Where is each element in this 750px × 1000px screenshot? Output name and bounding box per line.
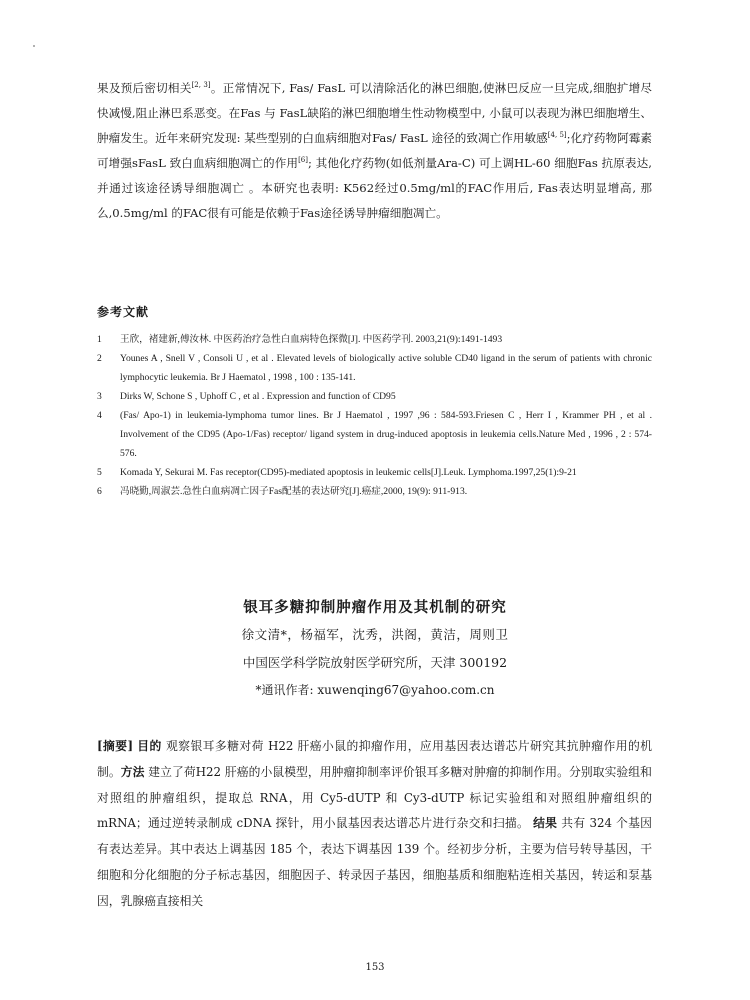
references-heading: 参考文献	[97, 305, 150, 319]
reference-text: 王欣，褚建新,傅汝林. 中医药治疗急性白血病特色探微[J]. 中医药学刊. 2003,21(9):1491-1493	[120, 334, 503, 345]
citation-2-3: [2, 3]	[191, 81, 211, 90]
citation-4-5: [4, 5]	[547, 131, 567, 140]
objective-text: 观察银耳多糖对荷 H22 肝癌小鼠的抑瘤作用，应用基因表达谱芯片研究其抗肿瘤作用的机制。	[97, 739, 653, 779]
continuation-paragraph	[97, 76, 652, 226]
reference-text: Komada Y, Sekurai M. Fas receptor(CD95)-mediated apoptosis in leukemic cells[J].Leuk. Lymphoma.1997,25(1):9-21	[120, 467, 577, 478]
continuation-text-2: 。正常情况下, Fas/ FasL 可以清除活化的淋巴细胞,使淋巴反应一旦完成,细胞扩增尽快减慢,阻止淋巴系恶变。在Fas 与 FasL缺陷的淋巴细胞增生性动物模型中, 小鼠可以表现为淋巴细胞增生、肿瘤发生。近年来研究发现: 某些型别的白血病细胞对Fas/ FasL 途径的致凋亡作用敏感	[97, 81, 652, 145]
method-text: 建立了荷H22 肝癌的小鼠模型，用肿瘤抑制率评价银耳多糖对肿瘤的抑制作用。分别取实验组和对照组的肿瘤组织，提取总 RNA，用 Cy5-dUTP 和 Cy3-dUTP 标记实验组和对照组肿瘤组织的 mRNA；通过逆转录制成 cDNA 探针，用小鼠基因表达谱芯片进行杂交和扫描。	[97, 764, 652, 831]
reference-item	[97, 406, 652, 463]
continuation-text-4: ; 其他化疗药物(如低剂量Ara-C) 可上调HL-60 细胞Fas 抗原表达,并通过该途径诱导细胞凋亡 。本研究也表明: K562经过0.5mg/ml的FAC作用后, Fas表达明显增高, 那么,0.5mg/ml 的FAC很有可能是依赖于Fas途径诱导肿瘤细胞凋亡。	[97, 156, 652, 220]
author-list: 徐文清*，杨福军，沈秀，洪阁，黄洁，周则卫	[241, 627, 509, 642]
reference-item	[97, 349, 652, 387]
reference-text: 冯晓勤,周淑芸.急性白血病凋亡因子Fas配基的表达研究[J].癌症,2000, 19(9): 911-913.	[120, 486, 468, 497]
continuation-text-1: 果及预后密切相关	[97, 81, 192, 95]
reference-text: Younes A , Snell V , Consoli U , et al . Elevated levels of biologically active soluble CD40 ligand in the serum of patients with chronic lymphocytic leukemia. Br J Haematol , 1998 , 100 : 135-141.	[120, 353, 652, 383]
reference-text: Dirks W, Schone S , Uphoff C , et al . Expression and function of CD95	[120, 391, 396, 402]
reference-number: 6	[97, 486, 102, 497]
objective-label: 目的	[137, 739, 162, 753]
abstract-paragraph	[97, 734, 652, 915]
reference-text: (Fas/ Apo-1) in leukemia-lymphoma tumor lines. Br J Haematol , 1997 ,96 : 584-593.Friesen C , Herr I , Krammer PH , et al . Involvement of the CD95 (Apo-1/Fas) receptor/ ligand system in drug-induced apoptosis in leukemia cells.Nature Med , 1996 , 2 : 574-576.	[120, 410, 652, 459]
result-text: 共有 324 个基因有表达差异。其中表达上调基因 185 个，表达下调基因 139 个。经初步分析，主要为信号转导基因，干细胞和分化细胞的分子标志基因，细胞因子、转录因子基因，细胞基质和细胞粘连相关基因，转运和泵基因，乳腺癌直接相关	[97, 816, 652, 908]
result-label: 结果	[533, 816, 558, 831]
page-number: 153	[365, 962, 385, 973]
reference-list	[97, 330, 652, 501]
reference-item	[97, 463, 652, 482]
reference-item	[97, 330, 652, 349]
continuation-text-3: ;化疗药物阿霉素可增强sFasL 致白血病细胞凋亡的作用	[97, 131, 652, 170]
citation-6: [6]	[298, 156, 308, 165]
corresponding-author: *通讯作者: xuwenqing67@yahoo.com.cn	[255, 683, 495, 697]
reference-item	[97, 482, 652, 501]
scan-speck	[33, 45, 35, 47]
abstract-label: [摘要]	[97, 739, 134, 753]
reference-item	[97, 387, 652, 406]
author-affiliation: 中国医学科学院放射医学研究所，天津 300192	[242, 655, 508, 670]
method-label: 方法	[120, 764, 145, 779]
reference-number: 3	[97, 391, 102, 402]
reference-number: 5	[97, 467, 102, 478]
reference-number: 4	[97, 410, 102, 421]
reference-number: 1	[97, 334, 102, 345]
article-title: 银耳多糖抑制肿瘤作用及其机制的研究	[243, 599, 507, 616]
reference-number: 2	[97, 353, 102, 364]
